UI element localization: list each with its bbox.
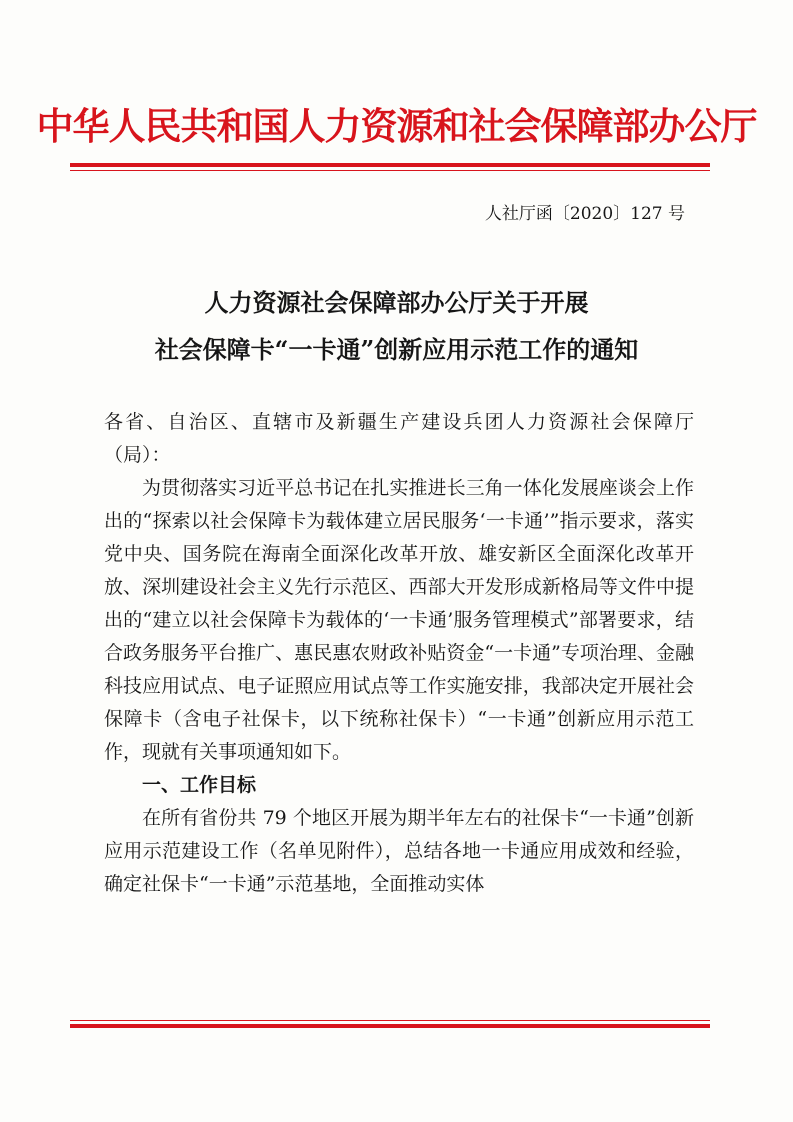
document-title-line-2: 社会保障卡“一卡通”创新应用示范工作的通知: [154, 335, 639, 364]
header-red-rule-thick: [70, 163, 710, 167]
document-body: [104, 406, 694, 901]
document-number: 人社厅函〔2020〕127 号: [484, 204, 685, 224]
footer-red-rule-thin: [70, 1020, 710, 1021]
section-heading-work-goals: 一、工作目标: [142, 774, 257, 796]
body-paragraph-1: 为贯彻落实习近平总书记在扎实推进长三角一体化发展座谈会上作出的“探索以社会保障卡为载体建立居民服务‘一卡通’”指示要求，落实党中央、国务院在海南全面深化改革开放、雄安新区全面深化改革开放、深圳建设社会主义先行示范区、西部大开发形成新格局等文件中提出的“建立以社会保障卡为载体的‘一卡通’服务管理模式”部署要求，结合政务服务平台推广、惠民惠农财政补贴资金“一卡通”专项治理、金融科技应用试点、电子证照应用试点等工作实施安排，我部决定开展社会保障卡（含电子社保卡，以下统称社保卡）“一卡通”创新应用示范工作，现就有关事项通知如下。: [104, 477, 694, 763]
body-paragraph-2: 在所有省份共 79 个地区开展为期半年左右的社保卡“一卡通”创新应用示范建设工作（名单见附件），总结各地一卡通应用成效和经验，确定社保卡“一卡通”示范基地，全面推动实体: [104, 807, 694, 895]
issuing-agency-header: 中华人民共和国人力资源和社会保障部办公厅: [36, 104, 757, 148]
header-red-rule-thin: [70, 170, 710, 171]
footer-red-rule-thick: [70, 1024, 710, 1028]
salutation: 各省、自治区、直辖市及新疆生产建设兵团人力资源社会保障厅（局）：: [104, 411, 694, 466]
document-title-line-1: 人力资源社会保障部办公厅关于开展: [204, 288, 589, 317]
